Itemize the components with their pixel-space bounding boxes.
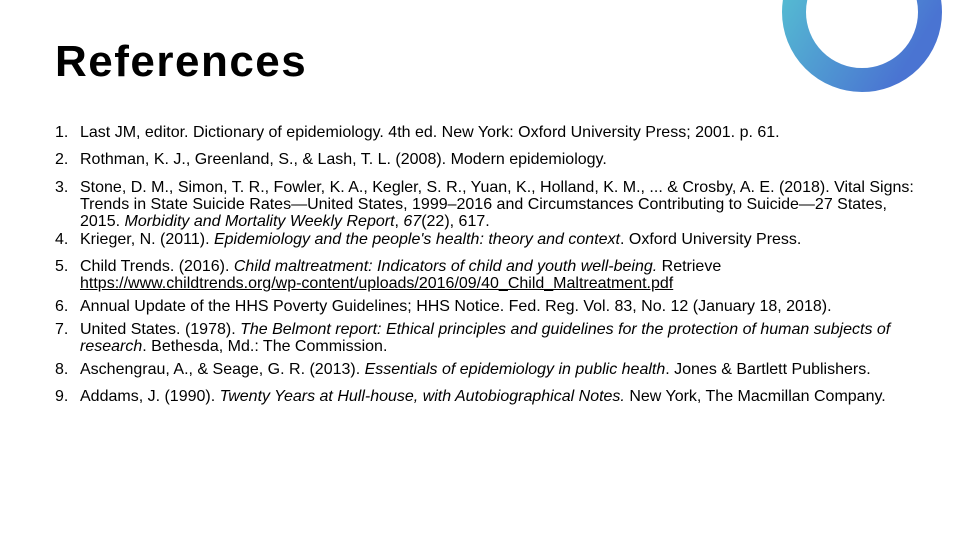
slide-title: References [55, 37, 308, 86]
reference-number: 5. [55, 258, 69, 275]
reference-number: 3. [55, 179, 69, 196]
reference-item [55, 361, 915, 378]
reference-link[interactable]: https://www.childtrends.org/wp-content/uploads/2016/09/40_Child_Maltreatment.pdf [80, 275, 674, 292]
reference-text: Annual Update of the HHS Poverty Guidelines; HHS Notice. Fed. Reg. Vol. 83, No. 12 (January 18, 2018). [80, 298, 832, 315]
reference-text: Rothman, K. J., Greenland, S., & Lash, T. L. (2008). Modern epidemiology. [80, 151, 607, 168]
reference-journal: Morbidity and Mortality Weekly Report [124, 213, 395, 230]
reference-text-tail: . Oxford University Press. [619, 231, 802, 248]
reference-number: 9. [55, 388, 69, 405]
reference-list [55, 124, 915, 405]
decorative-ring-graphic [780, 0, 944, 94]
reference-text: Addams, J. (1990). [80, 388, 220, 405]
reference-number: 1. [55, 124, 69, 141]
reference-text: Child Trends. (2016). [80, 258, 234, 275]
reference-text: Stone, D. M., Simon, T. R., Fowler, K. A., Kegler, S. R., Yuan, K., Holland, K. M., ... & Crosby, A. E. (2018). Vital Signs: Trends in State Suicide Rates—United States, 1999–2016 and Circumstances Contributing to Suicide—27 States, 2015. [80, 179, 914, 230]
reference-item [55, 151, 915, 168]
reference-number: 7. [55, 321, 69, 338]
reference-item [55, 388, 915, 405]
reference-text: Last JM, editor. Dictionary of epidemiology. 4th ed. New York: Oxford University Press; 2001. p. 61. [80, 124, 780, 141]
reference-text-tail: , [394, 213, 404, 230]
reference-text-tail: Retrieve [657, 258, 722, 275]
reference-number: 4. [55, 231, 69, 248]
reference-item [55, 321, 915, 355]
reference-number: 6. [55, 298, 69, 315]
reference-text-tail: . Jones & Bartlett Publishers. [665, 361, 871, 378]
reference-number: 2. [55, 151, 69, 168]
reference-text: Aschengrau, A., & Seage, G. R. (2013). [80, 361, 365, 378]
reference-number: 8. [55, 361, 69, 378]
reference-title: Essentials of epidemiology in public health [364, 361, 666, 378]
reference-text: Krieger, N. (2011). [80, 231, 214, 248]
reference-title: Child maltreatment: Indicators of child and youth well-being. [233, 258, 658, 275]
reference-title: Twenty Years at Hull-house, with Autobiographical Notes. [219, 388, 625, 405]
reference-text-tail: . Bethesda, Md.: The Commission. [142, 338, 388, 355]
reference-item [55, 179, 915, 230]
reference-item [55, 258, 915, 292]
reference-title: The Belmont report: Ethical principles and guidelines for the protection of human subjects of research [80, 321, 891, 355]
reference-text-tail: New York, The Macmillan Company. [624, 388, 886, 405]
reference-item [55, 124, 915, 141]
reference-title: Epidemiology and the people's health: theory and context [213, 231, 620, 248]
reference-item [55, 298, 915, 315]
reference-volume: 67 [403, 213, 422, 230]
reference-text: United States. (1978). [80, 321, 241, 338]
reference-item [55, 231, 915, 248]
reference-text-end: (22), 617. [421, 213, 490, 230]
